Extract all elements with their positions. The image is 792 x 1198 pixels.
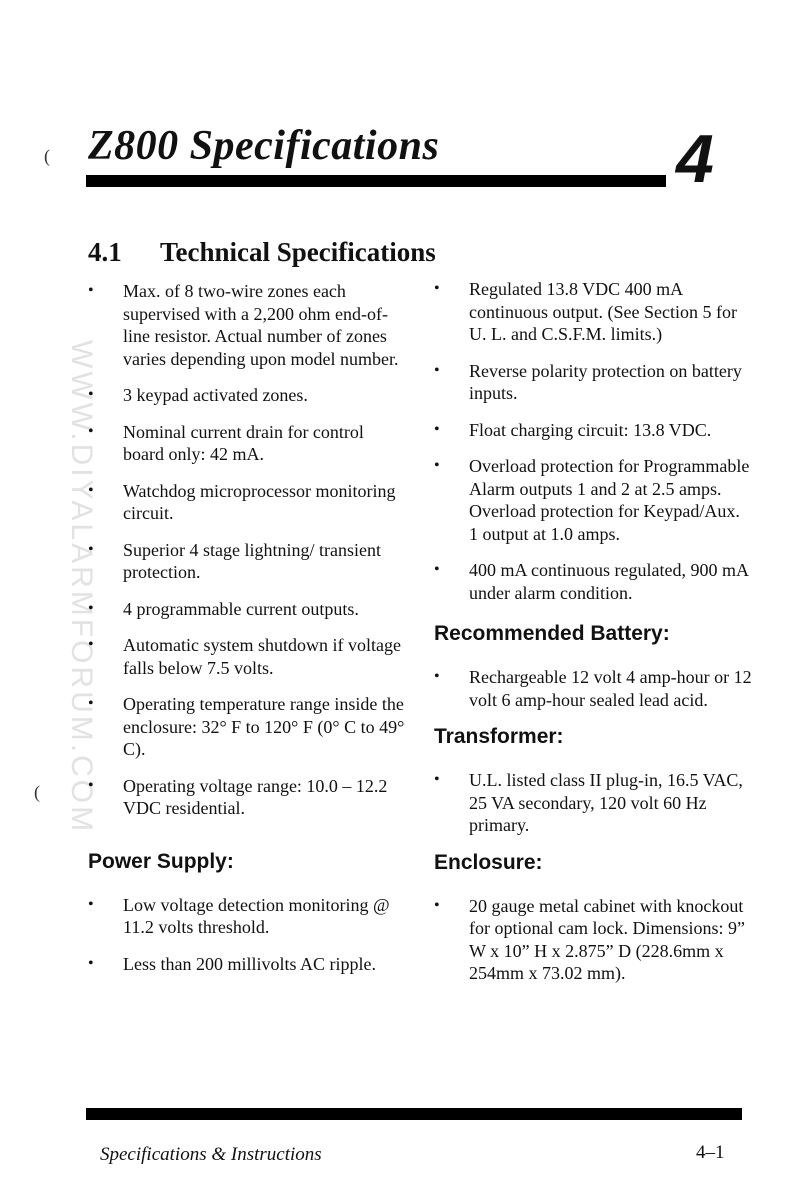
chapter-title: Z800 Specifications (88, 123, 440, 169)
list-item: • Operating voltage range: 10.0 – 12.2 VDC residential. (86, 775, 406, 820)
recommended-battery-heading: Recommended Battery: (434, 622, 670, 645)
power-supply-block (86, 850, 406, 976)
transformer-list (432, 769, 752, 837)
section-title: Technical Specifications (160, 237, 436, 267)
enclosure-heading: Enclosure: (434, 850, 543, 874)
footer-rule (86, 1108, 742, 1120)
margin-bracket-mark: ( (34, 782, 40, 802)
list-item: • Automatic system shutdown if voltage falls below 7.5 volts. (86, 634, 406, 679)
list-item: • Rechargeable 12 volt 4 amp-hour or 12 volt 6 amp-hour sealed lead acid. (432, 666, 752, 711)
list-item: • Max. of 8 two-wire zones each supervised with a 2,200 ohm end-of-line resistor. Actual number of zones varies depending upon model number. (86, 280, 406, 370)
chapter-number: 4 (676, 121, 714, 197)
list-item: • Superior 4 stage lightning/ transient protection. (86, 539, 406, 584)
list-item: • Watchdog microprocessor monitoring circuit. (86, 480, 406, 525)
list-item: • Operating temperature range inside the enclosure: 32° F to 120° F (0° C to 49° C). (86, 693, 406, 761)
left-column (86, 280, 406, 989)
transformer-heading: Transformer: (434, 725, 564, 748)
section-heading (88, 237, 436, 268)
list-item: • Float charging circuit: 13.8 VDC. (432, 419, 752, 442)
footer-document-title: Specifications & Instructions (100, 1144, 322, 1165)
list-item: • Reverse polarity protection on battery inputs. (432, 360, 752, 405)
section-number: 4.1 (88, 237, 122, 267)
right-column (432, 278, 752, 999)
list-item: • Less than 200 millivolts AC ripple. (86, 953, 406, 976)
list-item: • 4 programmable current outputs. (86, 598, 406, 621)
list-item: • 20 gauge metal cabinet with knockout for optional cam lock. Dimensions: 9” W x 10” H x 2.875” D (228.6mm x 254mm x 73.02 mm). (432, 895, 752, 985)
list-item: • Nominal current drain for control board only: 42 mA. (86, 421, 406, 466)
watermark-text: WWW.DIYALARMFORUM.COM (65, 340, 98, 835)
enclosure-list (432, 895, 752, 985)
spec-list-right (432, 278, 752, 604)
list-item: • Low voltage detection monitoring @ 11.2 volts threshold. (86, 894, 406, 939)
page-number: 4–1 (696, 1142, 725, 1163)
battery-list (432, 666, 752, 711)
spec-list-left (86, 280, 406, 820)
power-supply-list (86, 894, 406, 976)
recommended-battery-block (432, 622, 752, 711)
list-item: • Regulated 13.8 VDC 400 mA continuous output. (See Section 5 for U. L. and C.S.F.M. limits.) (432, 278, 752, 346)
list-item: • 3 keypad activated zones. (86, 384, 406, 407)
list-item: • U.L. listed class II plug-in, 16.5 VAC, 25 VA secondary, 120 volt 60 Hz primary. (432, 769, 752, 837)
title-rule (86, 175, 666, 187)
list-item: • 400 mA continuous regulated, 900 mA under alarm condition. (432, 559, 752, 604)
transformer-block (432, 725, 752, 837)
enclosure-block (432, 851, 752, 985)
margin-bracket-mark: ( (44, 146, 50, 166)
power-supply-heading: Power Supply: (88, 849, 234, 873)
list-item: • Overload protection for Programmable Alarm outputs 1 and 2 at 2.5 amps. Overload protection for Keypad/Aux. 1 output at 1.0 amps. (432, 455, 752, 545)
